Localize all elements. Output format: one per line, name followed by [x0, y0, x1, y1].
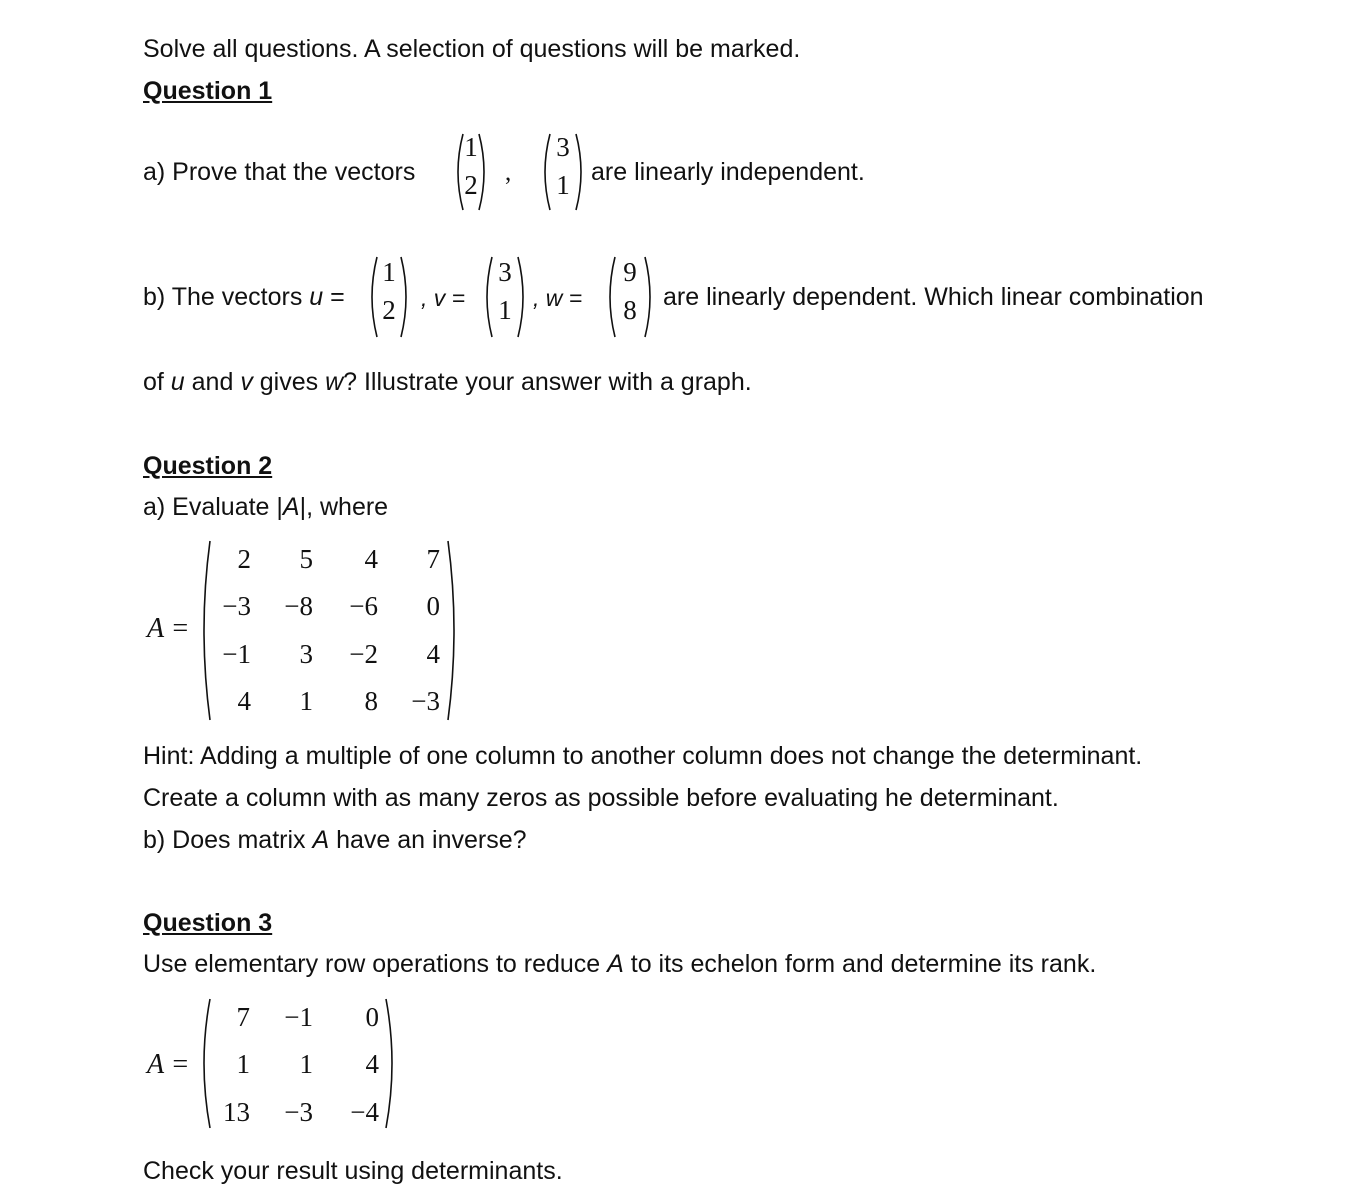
- question-2-title: Question 2: [143, 452, 273, 480]
- matrix-cell: −8: [284, 591, 313, 621]
- check-text: Check your result using determinants.: [143, 1157, 563, 1185]
- vector-v: [482, 255, 528, 339]
- matrix-label-q2: A =: [147, 613, 190, 644]
- q1b-line2: of u and v gives w? Illustrate your answer with a graph.: [143, 368, 752, 396]
- vector-entry: 1: [382, 257, 396, 287]
- matrix-cell: 4: [237, 686, 251, 716]
- hint-line-1: Hint: Adding a multiple of one column to another column does not change the determinant.: [143, 742, 1143, 770]
- matrix-cell: 13: [223, 1097, 250, 1127]
- matrix-cell: 4: [365, 1049, 379, 1079]
- vector-entry: 1: [498, 295, 512, 325]
- matrix-q2: [198, 538, 460, 723]
- matrix-cell: −3: [284, 1097, 313, 1127]
- vector-entry: 2: [382, 295, 396, 325]
- matrix-cell: −2: [349, 639, 378, 669]
- hint-line-2: Create a column with as many zeros as possible before evaluating he determinant.: [143, 784, 1059, 812]
- matrix-cell: 4: [364, 544, 378, 574]
- matrix-cell: 7: [426, 544, 440, 574]
- q1b-prefix: b) The vectors u =: [143, 283, 345, 311]
- vector-entry: 2: [464, 170, 478, 200]
- matrix-cell: −1: [222, 639, 251, 669]
- matrix-cell: 1: [299, 686, 313, 716]
- vector-entry: 3: [556, 132, 570, 162]
- matrix-cell: 4: [426, 639, 440, 669]
- matrix-cell: −1: [284, 1002, 313, 1032]
- matrix-cell: 2: [237, 544, 251, 574]
- matrix-cell: 3: [299, 639, 313, 669]
- matrix-cell: 5: [299, 544, 313, 574]
- q2a-text: a) Evaluate |A|, where: [143, 493, 389, 521]
- vector-w: [605, 255, 655, 339]
- vector-entry: 3: [498, 257, 512, 287]
- q1a-prefix: a) Prove that the vectors: [143, 158, 416, 186]
- matrix-cell: 1: [236, 1049, 250, 1079]
- question-1-title: Question 1: [143, 77, 273, 105]
- vector-entry: 1: [556, 170, 570, 200]
- vector-u: [367, 255, 411, 339]
- q1b-suffix: are linearly dependent. Which linear combination: [663, 283, 1204, 311]
- q1a-comma: ,: [505, 159, 512, 186]
- matrix-cell: 8: [364, 686, 378, 716]
- question-3-title: Question 3: [143, 909, 273, 937]
- vector-entry: 8: [623, 295, 637, 325]
- q1a-vector-2: [540, 132, 586, 212]
- matrix-label-q3: A =: [147, 1049, 190, 1080]
- matrix-cell: 0: [426, 591, 440, 621]
- matrix-q3: [198, 996, 398, 1131]
- q2b-text: b) Does matrix A have an inverse?: [143, 826, 527, 854]
- vector-entry: 9: [623, 257, 637, 287]
- matrix-cell: −6: [349, 591, 378, 621]
- matrix-cell: 0: [365, 1002, 379, 1032]
- q1a-suffix: are linearly independent.: [591, 158, 865, 186]
- w-label: , w =: [533, 285, 583, 311]
- matrix-cell: −3: [411, 686, 440, 716]
- q1a-vector-1: [453, 132, 489, 212]
- v-label: , v =: [421, 285, 466, 311]
- matrix-cell: −4: [350, 1097, 379, 1127]
- q3-text: Use elementary row operations to reduce A to its echelon form and determine its rank.: [143, 950, 1097, 978]
- matrix-cell: 1: [299, 1049, 313, 1079]
- intro-text: Solve all questions. A selection of questions will be marked.: [143, 35, 801, 63]
- matrix-cell: −3: [222, 591, 251, 621]
- vector-entry: 1: [464, 132, 478, 162]
- matrix-cell: 7: [236, 1002, 250, 1032]
